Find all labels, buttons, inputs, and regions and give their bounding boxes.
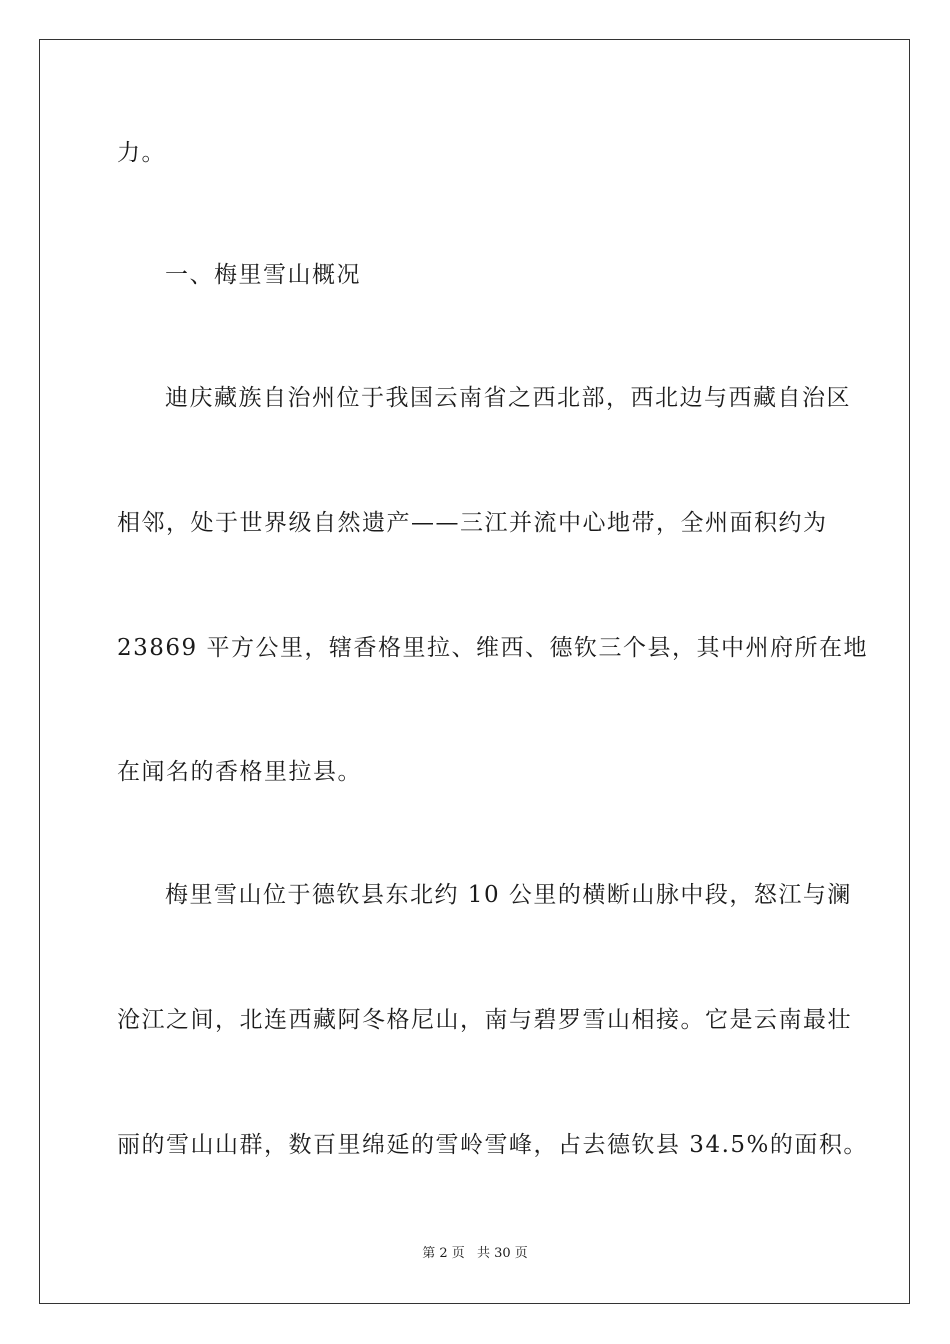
section-heading: 一、梅里雪山概况 (165, 262, 361, 288)
page-number: 第 2 页 (422, 1246, 465, 1261)
total-pages: 共 30 页 (476, 1246, 528, 1261)
paragraph-1-line-3: 23869 平方公里，辖香格里拉、维西、德钦三个县，其中州府所在地 (117, 635, 868, 661)
paragraph-2-line-1: 梅里雪山位于德钦县东北约 10 公里的横断山脉中段，怒江与澜 (165, 882, 852, 908)
paragraph-2-line-2: 沧江之间，北连西藏阿冬格尼山，南与碧罗雪山相接。它是云南最壮 (117, 1007, 852, 1033)
paragraph-1-line-2: 相邻，处于世界级自然遗产——三江并流中心地带，全州面积约为 (117, 510, 828, 536)
text-line-continuation: 力。 (117, 140, 166, 166)
paragraph-1-line-1: 迪庆藏族自治州位于我国云南省之西北部，西北边与西藏自治区 (165, 385, 851, 411)
paragraph-1-line-4: 在闻名的香格里拉县。 (117, 759, 362, 785)
page-border (39, 39, 910, 1304)
page-footer (0, 1245, 950, 1263)
paragraph-2-line-3: 丽的雪山山群，数百里绵延的雪岭雪峰，占去德钦县 34.5%的面积。 (117, 1132, 868, 1158)
